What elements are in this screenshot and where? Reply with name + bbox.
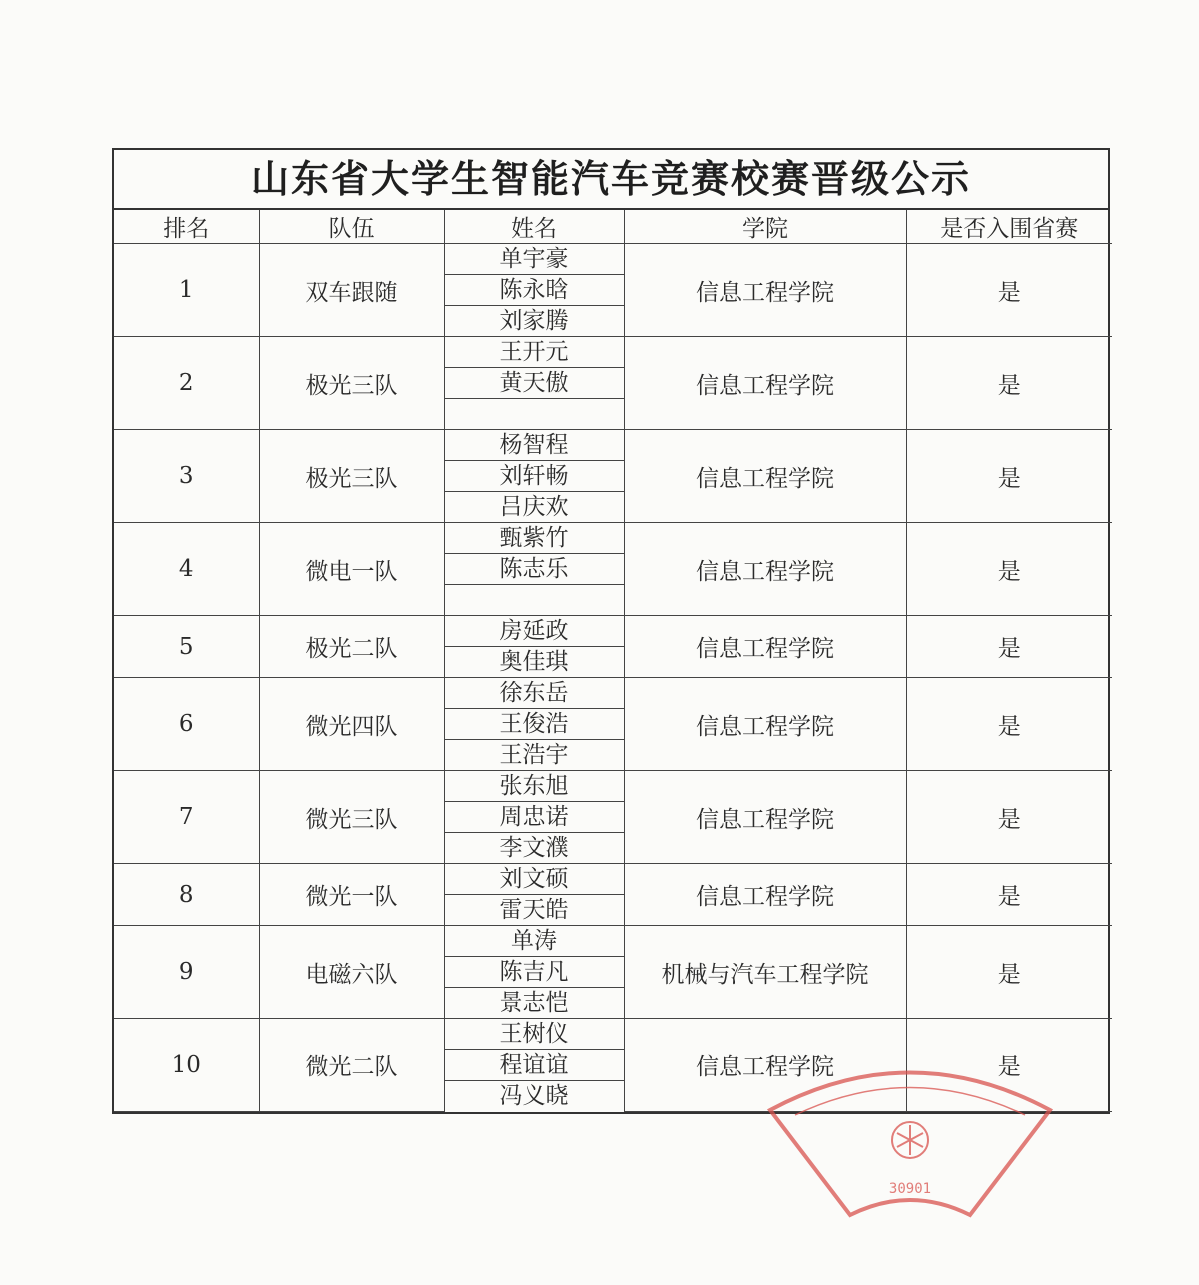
- header-name: 姓名: [444, 210, 624, 244]
- team-cell: 微电一队: [259, 523, 444, 616]
- header-rank: 排名: [114, 210, 259, 244]
- member-name-cell: 景志恺: [444, 988, 624, 1019]
- table-row: [114, 926, 1112, 957]
- advance-cell: 是: [906, 523, 1112, 616]
- member-name-cell: 王树仪: [444, 1019, 624, 1050]
- table-row: [114, 616, 1112, 647]
- rank-cell: 8: [114, 864, 259, 926]
- member-name-cell: 甄紫竹: [444, 523, 624, 554]
- rank-cell: 1: [114, 244, 259, 337]
- member-name-cell: 单涛: [444, 926, 624, 957]
- college-cell: 信息工程学院: [624, 337, 906, 430]
- advance-cell: 是: [906, 864, 1112, 926]
- team-cell: 微光三队: [259, 771, 444, 864]
- rank-cell: 7: [114, 771, 259, 864]
- member-name-cell: 张东旭: [444, 771, 624, 802]
- member-name-cell: 刘轩畅: [444, 461, 624, 492]
- team-cell: 微光一队: [259, 864, 444, 926]
- results-table: [114, 210, 1112, 1112]
- college-cell: 信息工程学院: [624, 616, 906, 678]
- college-cell: 信息工程学院: [624, 678, 906, 771]
- team-cell: 极光三队: [259, 430, 444, 523]
- member-name-cell: 陈志乐: [444, 554, 624, 585]
- table-row: [114, 1019, 1112, 1050]
- rank-cell: 2: [114, 337, 259, 430]
- advance-cell: 是: [906, 244, 1112, 337]
- header-row: [114, 210, 1112, 244]
- results-body: [114, 244, 1112, 1112]
- document-title: 山东省大学生智能汽车竞赛校赛晋级公示: [114, 150, 1108, 210]
- rank-cell: 9: [114, 926, 259, 1019]
- member-name-cell: 冯义晓: [444, 1081, 624, 1112]
- team-cell: 极光二队: [259, 616, 444, 678]
- advance-cell: 是: [906, 337, 1112, 430]
- member-name-cell: 周忠诺: [444, 802, 624, 833]
- member-name-cell: 吕庆欢: [444, 492, 624, 523]
- table-row: [114, 678, 1112, 709]
- member-name-cell: 黄天傲: [444, 368, 624, 399]
- team-cell: 微光二队: [259, 1019, 444, 1112]
- table-row: [114, 337, 1112, 368]
- header-college: 学院: [624, 210, 906, 244]
- member-name-cell: 徐东岳: [444, 678, 624, 709]
- header-advance: 是否入围省赛: [906, 210, 1112, 244]
- table-row: [114, 864, 1112, 895]
- advance-cell: 是: [906, 678, 1112, 771]
- member-name-cell: 奥佳琪: [444, 647, 624, 678]
- rank-cell: 10: [114, 1019, 259, 1112]
- advance-cell: 是: [906, 771, 1112, 864]
- college-cell: 机械与汽车工程学院: [624, 926, 906, 1019]
- team-cell: 电磁六队: [259, 926, 444, 1019]
- member-name-cell: 单宇豪: [444, 244, 624, 275]
- college-cell: 信息工程学院: [624, 771, 906, 864]
- member-name-cell: [444, 399, 624, 430]
- member-name-cell: 房延政: [444, 616, 624, 647]
- team-cell: 微光四队: [259, 678, 444, 771]
- advance-cell: 是: [906, 616, 1112, 678]
- college-cell: 信息工程学院: [624, 864, 906, 926]
- advance-cell: 是: [906, 926, 1112, 1019]
- announcement-sheet: [112, 148, 1110, 1114]
- member-name-cell: 程谊谊: [444, 1050, 624, 1081]
- team-cell: 极光三队: [259, 337, 444, 430]
- table-row: [114, 523, 1112, 554]
- member-name-cell: 陈吉凡: [444, 957, 624, 988]
- table-row: [114, 430, 1112, 461]
- stamp-number: 30901: [888, 1181, 932, 1197]
- header-team: 队伍: [259, 210, 444, 244]
- college-cell: 信息工程学院: [624, 430, 906, 523]
- member-name-cell: 杨智程: [444, 430, 624, 461]
- member-name-cell: 李文濮: [444, 833, 624, 864]
- advance-cell: 是: [906, 430, 1112, 523]
- rank-cell: 4: [114, 523, 259, 616]
- member-name-cell: 陈永晗: [444, 275, 624, 306]
- member-name-cell: 雷天皓: [444, 895, 624, 926]
- member-name-cell: 刘家腾: [444, 306, 624, 337]
- table-row: [114, 771, 1112, 802]
- member-name-cell: 王俊浩: [444, 709, 624, 740]
- college-cell: 信息工程学院: [624, 1019, 906, 1112]
- advance-cell: 是: [906, 1019, 1112, 1112]
- table-row: [114, 244, 1112, 275]
- rank-cell: 5: [114, 616, 259, 678]
- member-name-cell: 王开元: [444, 337, 624, 368]
- rank-cell: 6: [114, 678, 259, 771]
- college-cell: 信息工程学院: [624, 523, 906, 616]
- team-cell: 双车跟随: [259, 244, 444, 337]
- member-name-cell: 刘文硕: [444, 864, 624, 895]
- member-name-cell: [444, 585, 624, 616]
- member-name-cell: 王浩宇: [444, 740, 624, 771]
- college-cell: 信息工程学院: [624, 244, 906, 337]
- rank-cell: 3: [114, 430, 259, 523]
